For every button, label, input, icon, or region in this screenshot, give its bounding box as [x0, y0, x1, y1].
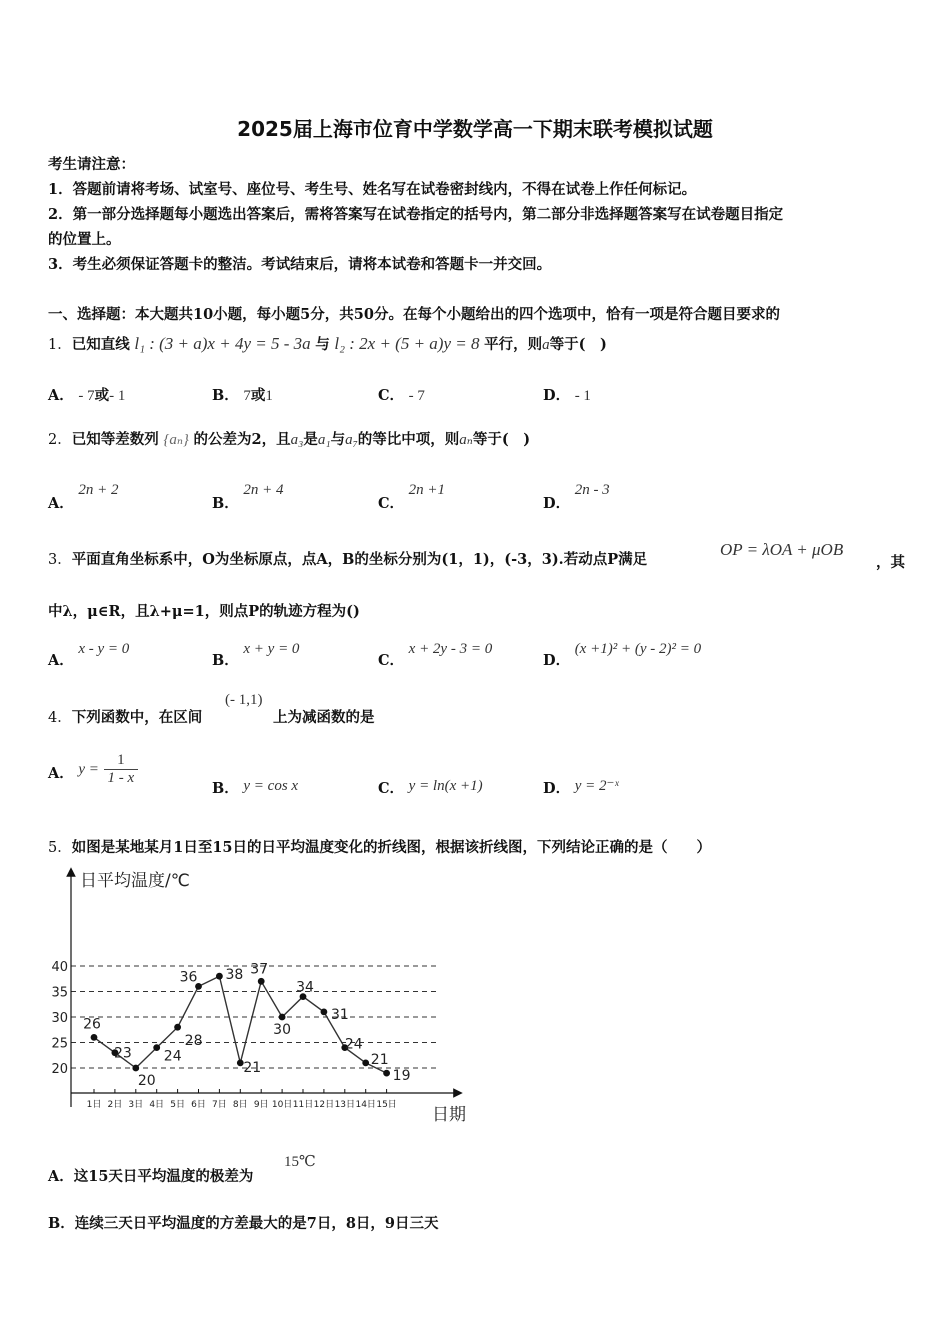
data-label: 36: [179, 969, 198, 986]
question-5: 5．如图是某地某月1日至15日的日平均温度变化的折线图，根据该折线图，下列结论正确的是（ ）: [48, 839, 711, 856]
question-1: [48, 333, 607, 354]
x-tick-label: 4日: [149, 1100, 165, 1110]
q1-text-1: 已知直线: [71, 336, 130, 353]
y-tick-labels: [51, 960, 68, 1077]
q1-option-d[interactable]: D． - 1: [543, 387, 591, 404]
section-header: 一、选择题：本大题共10小题，每小题5分，共50分。在每个小题给出的四个选项中，恰有一项是符合题目要求的: [48, 306, 780, 323]
q4-option-a[interactable]: A． y = $\frac{1}{1 - x}$: [48, 752, 138, 787]
q3-line1-end: ，其: [876, 554, 905, 571]
notice-item-2: 2．第一部分选择题每小题选出答案后，需将答案写在试卷指定的括号内，第二部分非选择题答案写在试卷题目指定: [48, 206, 784, 223]
q2-option-c[interactable]: C． 2n +1: [378, 482, 446, 512]
x-tick-label: 9日: [253, 1100, 269, 1110]
data-label: 34: [296, 979, 314, 996]
q3-option-c[interactable]: C． x + 2y - 3 = 0: [378, 641, 493, 669]
q3-option-d[interactable]: D． (x +1)² + (y - 2)² = 0: [543, 641, 702, 669]
x-tick-label: 2日: [107, 1100, 123, 1110]
data-label: 23: [113, 1045, 132, 1062]
x-tick-label: 1日: [86, 1100, 102, 1110]
x-tick-label: 12日: [313, 1100, 335, 1110]
q1-text-3: 平行，则: [484, 336, 543, 353]
line-l2-equation: l₂ : 2x + (5 + a)y = 8: [334, 334, 480, 353]
q2-option-a[interactable]: A． 2n + 2: [48, 482, 119, 512]
fraction: $\frac{1}{1 - x}$: [104, 752, 139, 787]
x-tick-label: 11日: [292, 1100, 314, 1110]
data-label: 31: [330, 1006, 349, 1023]
data-labels: [83, 961, 410, 1089]
q3-line2: 中λ，μ∈R，且λ+μ=1，则点P的轨迹方程为(): [48, 603, 360, 620]
data-label: 26: [83, 1016, 101, 1033]
data-label: 37: [250, 961, 269, 978]
data-point: [321, 1009, 328, 1016]
data-label: 21: [243, 1059, 262, 1076]
question-2: 2．已知等差数列 {aₙ} 的公差为2，且a₃是a₁与a₇的等比中项，则aₙ等于( ): [48, 431, 531, 448]
x-tick-label: 14日: [355, 1100, 376, 1110]
q1-option-b[interactable]: B． 7或1: [212, 387, 273, 404]
data-point: [279, 1014, 286, 1021]
data-point: [362, 1060, 369, 1067]
q4-text-2: 上为减函数的是: [273, 709, 375, 726]
q4-option-d[interactable]: D． y = 2⁻ˣ: [543, 778, 619, 797]
var-a: a: [542, 337, 550, 353]
series-line: [94, 976, 387, 1073]
q3-option-a[interactable]: A． x - y = 0: [48, 641, 130, 669]
q1-option-a[interactable]: A． - 7或- 1: [48, 387, 126, 404]
sequence-an: {aₙ}: [163, 432, 189, 448]
q5-option-b[interactable]: B．连续三天日平均温度的方差最大的是7日，8日，9日三天: [48, 1215, 439, 1232]
data-point: [174, 1024, 181, 1031]
y-tick-label: 40: [51, 960, 68, 975]
question-4: 4．下列函数中，在区间: [48, 709, 203, 726]
x-axis-label: 日期: [432, 1105, 466, 1125]
data-point: [216, 973, 223, 980]
data-label: 21: [370, 1051, 389, 1068]
x-tick-label: 6日: [191, 1100, 206, 1110]
data-point: [383, 1070, 390, 1077]
q1-option-c[interactable]: C． - 7: [378, 387, 425, 404]
x-tick-label: 8日: [232, 1100, 248, 1110]
q5-option-a[interactable]: A．这15天日平均温度的极差为: [48, 1168, 254, 1185]
data-points: [91, 973, 390, 1077]
q1-text-2: 与: [315, 336, 330, 353]
data-point: [258, 978, 265, 985]
question-3: 3．平面直角坐标系中，O为坐标原点，点A，B的坐标分别为(1，1)，(-3，3).若动点P满足: [48, 551, 648, 568]
q4-option-b[interactable]: B． y = cos x: [212, 778, 299, 797]
y-tick-label: 35: [51, 985, 68, 1001]
data-label: 24: [344, 1036, 363, 1053]
q4-option-c[interactable]: C． y = ln(x +1): [378, 778, 483, 797]
data-label: 28: [184, 1033, 203, 1050]
notice-item-3: 3．考生必须保证答题卡的整洁。考试结束后，请将本试卷和答题卡一并交回。: [48, 256, 552, 273]
data-point: [132, 1065, 139, 1072]
data-point: [153, 1044, 160, 1051]
notice-heading: 考生请注意：: [48, 156, 135, 173]
data-label: 20: [137, 1073, 156, 1089]
notice-item-2-cont: 的位置上。: [48, 231, 121, 248]
y-tick-label: 30: [51, 1011, 68, 1026]
question-number: 1．: [48, 337, 72, 353]
y-tick-label: 25: [51, 1036, 68, 1052]
page-title: 2025届上海市位育中学数学高一下期末联考模拟试题: [237, 117, 713, 141]
interval: (- 1,1): [225, 692, 263, 708]
x-tick-label: 10日: [271, 1100, 293, 1110]
vector-equation: OP = λOA + μOB: [720, 540, 844, 559]
temperature-line-chart: [40, 862, 480, 1130]
data-label: 19: [392, 1068, 411, 1085]
q2-option-b[interactable]: B． 2n + 4: [212, 482, 284, 512]
data-label: 30: [273, 1022, 292, 1038]
data-point: [91, 1034, 98, 1041]
x-tick-label: 15日: [376, 1100, 397, 1110]
x-tick-labels: [87, 1089, 397, 1110]
line-l1-equation: l₁ : (3 + a)x + 4y = 5 - 3a: [134, 334, 311, 353]
y-tick-label: 20: [51, 1062, 68, 1077]
notice-item-1: 1．答题前请将考场、试室号、座位号、考生号、姓名写在试卷密封线内，不得在试卷上作任何标记。: [48, 181, 697, 198]
x-tick-label: 7日: [212, 1100, 227, 1110]
x-tick-label: 5日: [170, 1100, 185, 1110]
data-label: 38: [225, 967, 244, 984]
data-label: 24: [163, 1048, 182, 1065]
range-value: 15℃: [284, 1154, 316, 1170]
q2-option-d[interactable]: D． 2n - 3: [543, 482, 610, 512]
q1-text-4: 等于( ): [549, 336, 607, 353]
x-tick-label: 3日: [128, 1100, 144, 1110]
x-tick-label: 13日: [334, 1100, 356, 1110]
q3-option-b[interactable]: B． x + y = 0: [212, 641, 300, 669]
y-axis-label: 日平均温度/℃: [80, 871, 190, 891]
